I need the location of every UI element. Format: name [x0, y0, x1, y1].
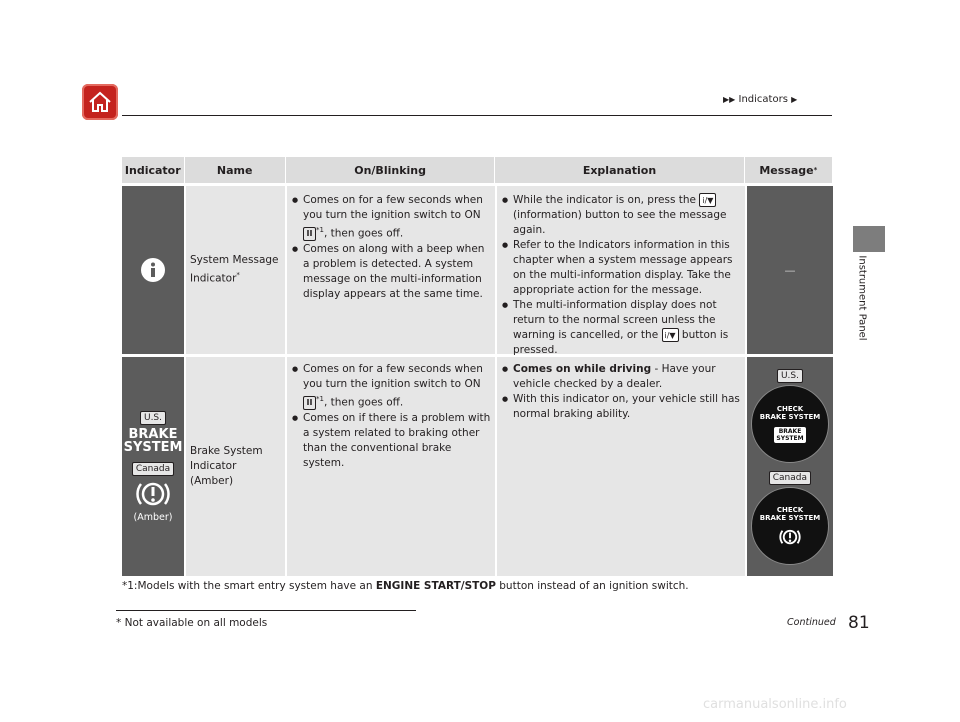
page-number: 81: [848, 613, 870, 633]
footnote: [122, 580, 689, 592]
table-row: [122, 186, 833, 354]
message-dash: —: [784, 263, 796, 277]
item-note: *1: [316, 226, 324, 234]
home-icon: [88, 91, 112, 113]
item-text: While the indicator is on, press the: [513, 194, 700, 206]
brake-icon-text: BRAKE: [778, 428, 802, 435]
ignition-on-icon: II: [303, 396, 316, 410]
brake-system-icon: [774, 427, 805, 443]
brake-system-text: BRAKE SYSTEM: [759, 513, 821, 522]
item-text: Comes on for a few seconds when you turn the ignition switch to ON: [303, 194, 483, 221]
name-cell: [184, 186, 285, 354]
indicator-table: [122, 157, 833, 576]
breadcrumb[interactable]: [723, 94, 797, 105]
list-item: [499, 193, 741, 238]
check-text: CHECK: [776, 505, 804, 514]
item-text: (information) button to see the message again.: [513, 209, 727, 236]
brake-system-text: BRAKE SYSTEM: [759, 413, 821, 421]
canada-tag: Canada: [132, 462, 174, 476]
side-tab[interactable]: [853, 226, 885, 252]
canada-tag: Canada: [769, 471, 811, 485]
header-name: Name: [185, 157, 286, 183]
brake-text: BRAKE: [128, 426, 178, 442]
name-note: *: [236, 271, 240, 280]
header-message: [745, 157, 833, 183]
header-rule: [122, 115, 832, 116]
info-button-icon: i/▼: [699, 193, 716, 207]
footnote-text: button instead of an ignition switch.: [495, 580, 689, 592]
item-note: *1: [316, 395, 324, 403]
system-icon-text: SYSTEM: [776, 435, 804, 442]
check-text: CHECK: [776, 405, 804, 413]
explanation-cell: [495, 357, 745, 576]
header-on-blinking: On/Blinking: [286, 157, 496, 183]
name-line: Indicator (Amber): [190, 460, 237, 487]
breadcrumb-section[interactable]: Indicators: [738, 94, 788, 105]
brake-system-icon: [124, 428, 183, 454]
info-icon: [140, 257, 166, 283]
ignition-on-icon: II: [303, 227, 316, 241]
explanation-cell: [495, 186, 745, 354]
item-text: Refer to the Indicators information in this chapter when a system message appears on the multi-information display. Take the appropriate action for the message.: [513, 239, 733, 296]
item-text: Comes on for a few seconds when you turn the ignition switch to ON: [303, 363, 483, 390]
name-line: System Message: [190, 254, 279, 267]
item-text: , then goes off.: [323, 396, 404, 409]
side-tab-label: [853, 255, 871, 341]
list-item: [499, 362, 741, 392]
list-item: [499, 392, 741, 422]
header-indicator: Indicator: [122, 157, 185, 183]
check-brake-message-canada: [751, 487, 829, 565]
item-text: - Have your vehicle checked by a dealer.: [513, 363, 716, 390]
breadcrumb-arrow-icon: ▶: [791, 95, 798, 104]
message-cell: [745, 186, 833, 354]
indicator-cell: [122, 186, 184, 354]
list-item: [499, 238, 741, 298]
name-line: Indicator: [190, 272, 237, 285]
list-item: [499, 298, 741, 358]
indicator-cell: [122, 357, 184, 576]
watermark: carmanualsonline.info: [703, 697, 847, 712]
table-row: [122, 357, 833, 576]
item-text: button is pressed.: [513, 329, 729, 356]
list-item: [289, 242, 491, 302]
item-text: Comes on along with a beep when a problem is detected. A system message on the multi-information display appears at the same time.: [303, 242, 485, 300]
side-tab-label-text: Instrument Panel: [856, 255, 868, 341]
us-tag: U.S.: [777, 369, 803, 383]
table-header: [122, 157, 833, 183]
breadcrumb-arrow-icon: ▶▶: [723, 95, 736, 104]
header-message-text: Message: [759, 163, 814, 177]
header-explanation: Explanation: [495, 157, 744, 183]
brake-warning-icon: [778, 527, 802, 547]
footnote-bold: ENGINE START/STOP: [375, 580, 496, 592]
list-item: [289, 411, 491, 471]
on-blinking-cell: [285, 186, 495, 354]
footnote-text: *1:Models with the smart entry system have an: [122, 580, 376, 592]
not-all-models-note: * Not available on all models: [116, 617, 268, 629]
item-text: With this indicator on, your vehicle still has normal braking ability.: [513, 393, 740, 420]
info-button-icon: i/▼: [662, 328, 679, 342]
system-text: SYSTEM: [123, 439, 183, 455]
list-item: [289, 193, 491, 242]
message-cell: [745, 357, 833, 576]
item-text: The multi-information display does not return to the normal screen unless the warning is cancelled, or the: [513, 299, 717, 341]
item-bold: Comes on while driving: [513, 363, 652, 375]
brake-warning-icon: [135, 478, 171, 510]
us-tag: U.S.: [140, 411, 166, 425]
on-blinking-cell: [285, 357, 495, 576]
item-text: , then goes off.: [323, 227, 404, 240]
name-cell: [184, 357, 285, 576]
home-button[interactable]: [82, 84, 118, 120]
list-item: [289, 362, 491, 411]
continued-label: Continued: [787, 617, 836, 628]
header-message-note: *: [813, 166, 818, 174]
item-text: Comes on if there is a problem with a system related to braking other than the conventional brake system.: [303, 411, 491, 469]
amber-label: (Amber): [133, 511, 173, 523]
footer-rule: [116, 610, 416, 611]
check-brake-message-us: [751, 385, 829, 463]
name-line: Brake System: [190, 445, 263, 457]
